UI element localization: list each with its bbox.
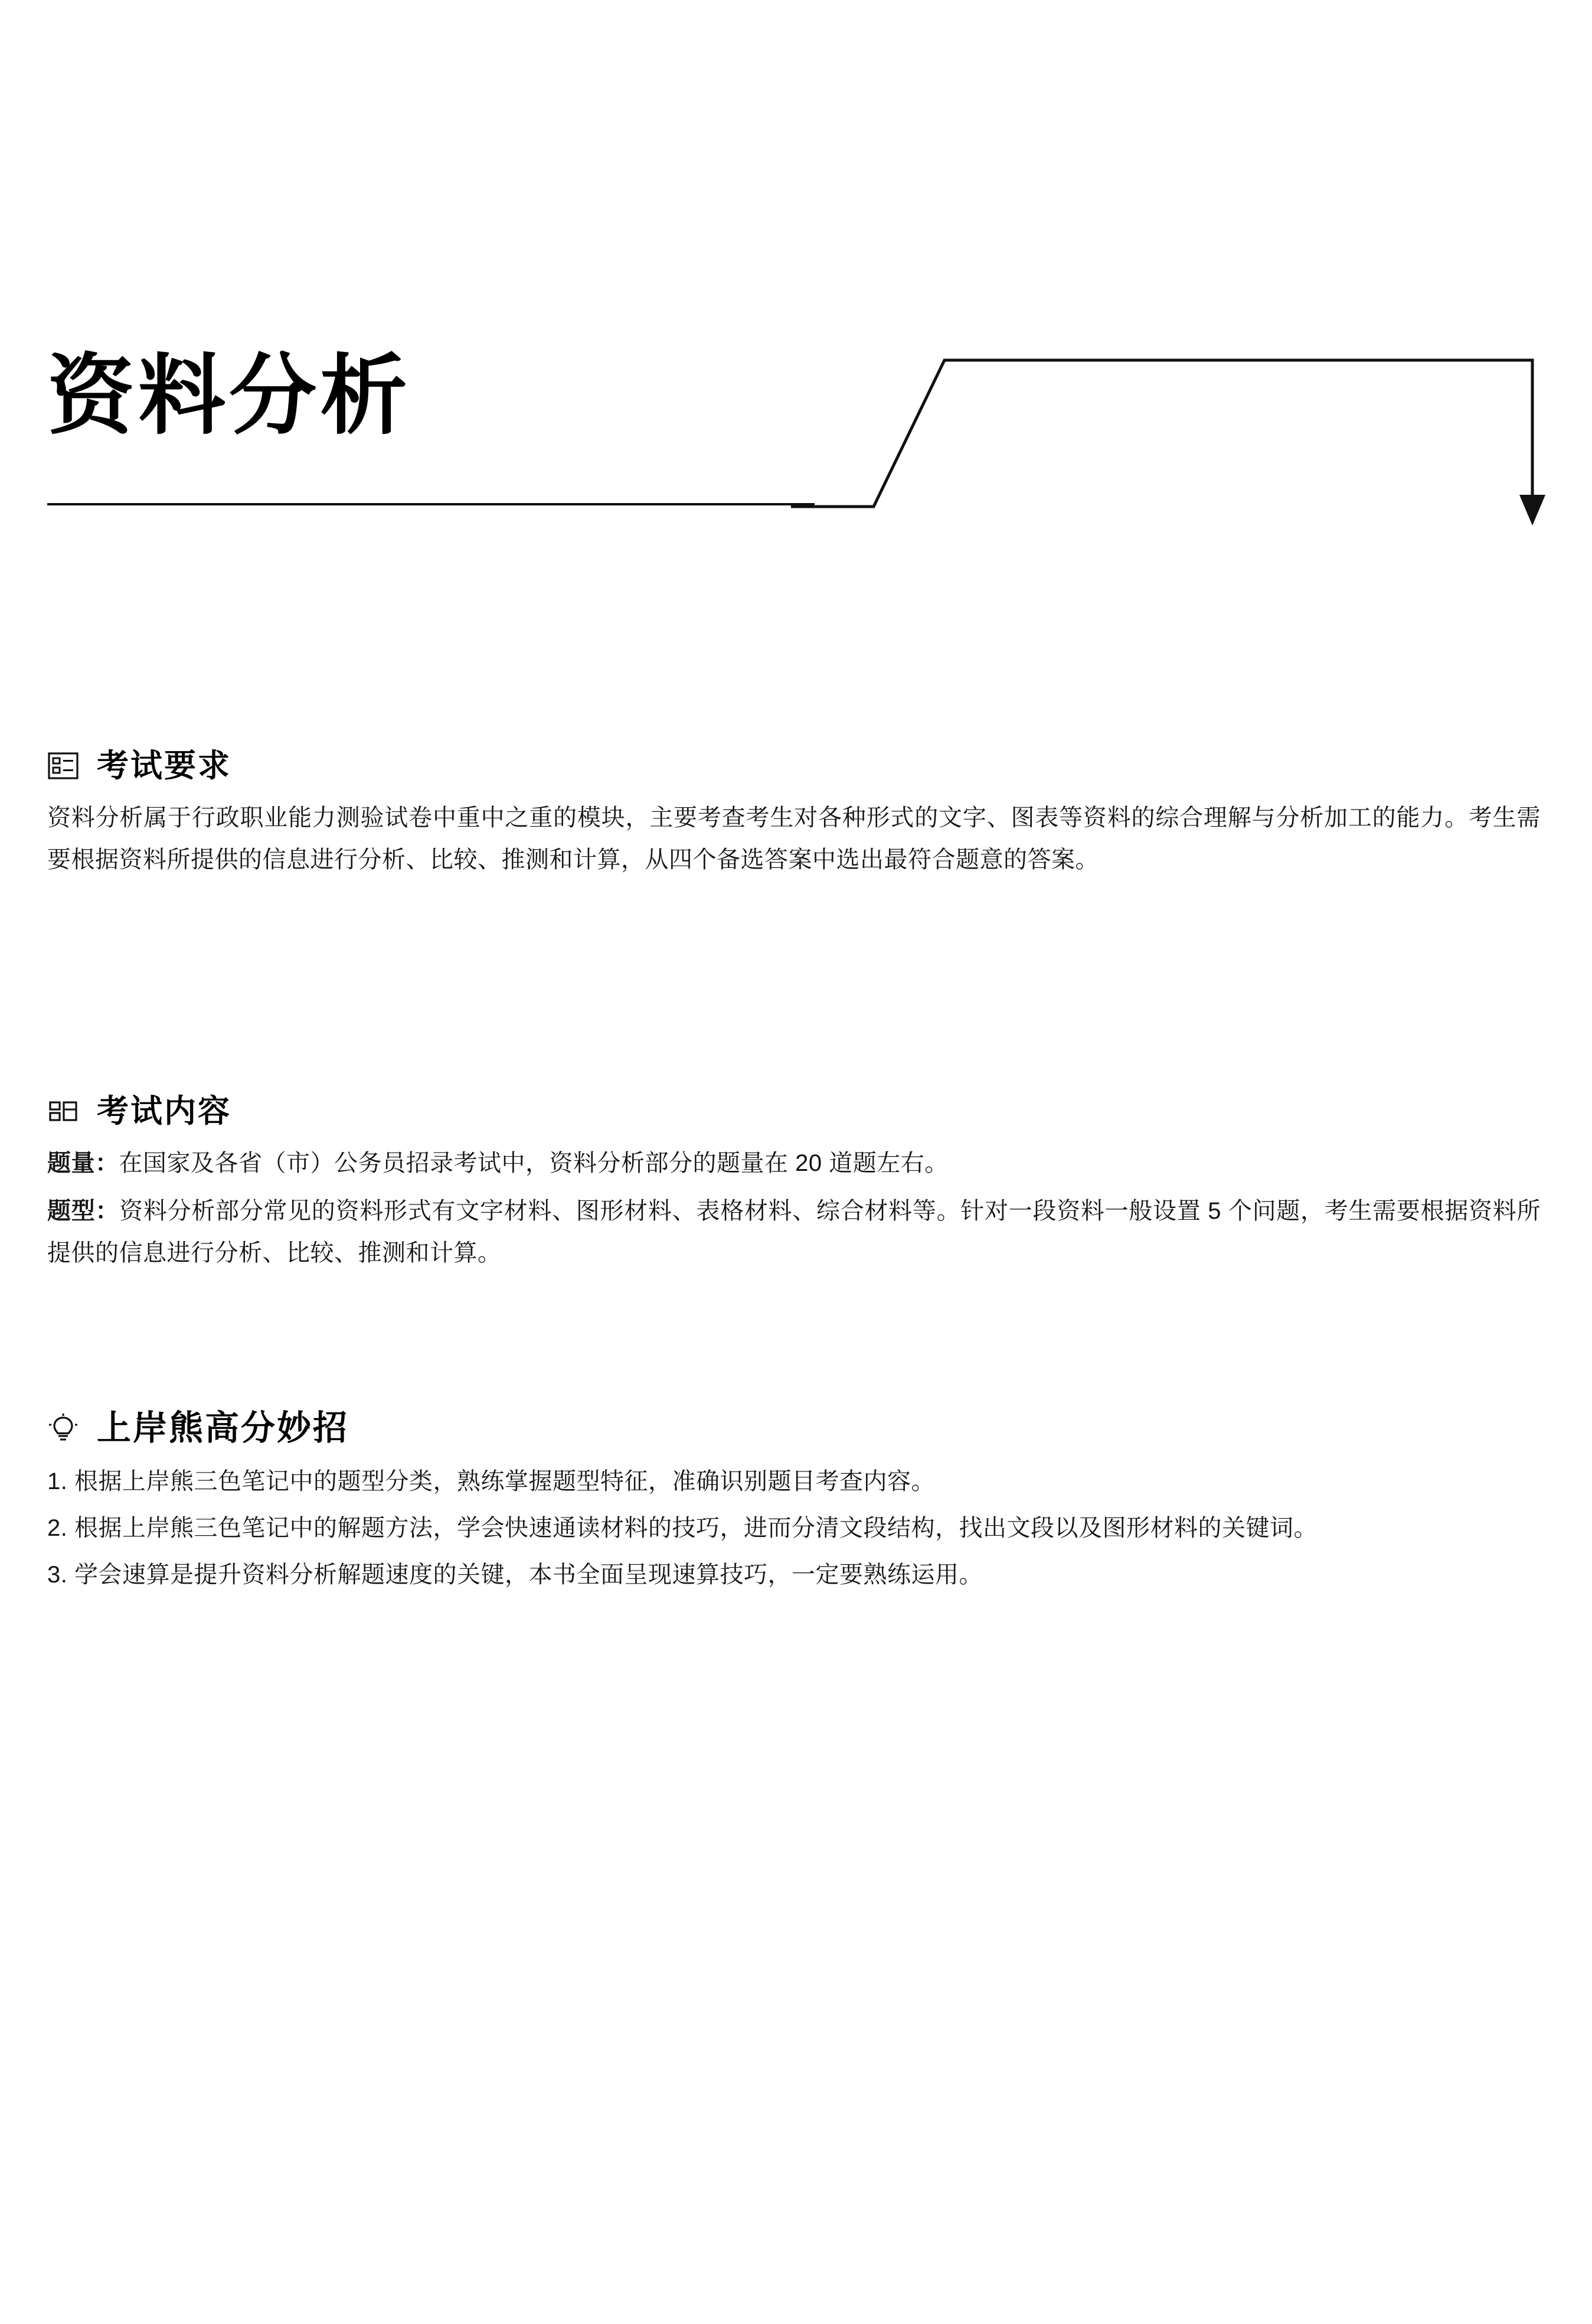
- section-header: [47, 1095, 1541, 1127]
- content-item-text: 资料分析部分常见的资料形式有文字材料、图形材料、表格材料、综合材料等。针对一段资料一般设置 5 个问题，考生需要根据资料所提供的信息进行分析、比较、推测和计算。: [47, 1198, 1541, 1267]
- list-item: 2. 根据上岸熊三色笔记中的解题方法，学会快速通读材料的技巧，进而分清文段结构，找出文段以及图形材料的关键词。: [47, 1515, 1318, 1542]
- content-item: [47, 1143, 1541, 1184]
- list-item: 1. 根据上岸熊三色笔记中的题型分类，熟练掌握题型特征，准确识别题目考查内容。: [47, 1468, 935, 1494]
- title-arrow-decoration: [791, 348, 1558, 537]
- section-exam-content: [47, 1095, 1541, 1278]
- section-title: 考试要求: [97, 748, 231, 784]
- content-item-label: 题型：: [47, 1198, 120, 1225]
- content-item: [47, 1190, 1541, 1274]
- section-title: 上岸熊高分妙招: [97, 1409, 349, 1447]
- section-exam-requirements: [47, 750, 1541, 884]
- content-item-text: 在国家及各省（市）公务员招录考试中，资料分析部分的题量在 20 道题左右。: [119, 1150, 949, 1176]
- section-paragraph: 资料分析属于行政职业能力测验试卷中重中之重的模块，主要考查考生对各种形式的文字、图表等资料的综合理解与分析加工的能力。考生需要根据资料所提供的信息进行分析、比较、推测和计算，从四个备选答案中选出最符合题意的答案。: [47, 805, 1541, 873]
- list-item: 3. 学会速算是提升资料分析解题速度的关键，本书全面呈现速算技巧，一定要熟练运用。: [47, 1562, 983, 1588]
- section-header: [47, 1411, 1541, 1445]
- page-title-block: [47, 348, 1547, 573]
- content-item-label: 题量：: [47, 1150, 119, 1176]
- title-underline: [47, 503, 815, 505]
- lightbulb-icon: [47, 1412, 79, 1444]
- grid-blocks-icon: [47, 1095, 79, 1127]
- list-document-icon: [47, 750, 79, 782]
- section-title: 考试内容: [97, 1094, 231, 1129]
- section-high-score-tips: [47, 1411, 1541, 1601]
- page-title: 资料分析: [47, 347, 411, 445]
- section-header: [47, 750, 1541, 782]
